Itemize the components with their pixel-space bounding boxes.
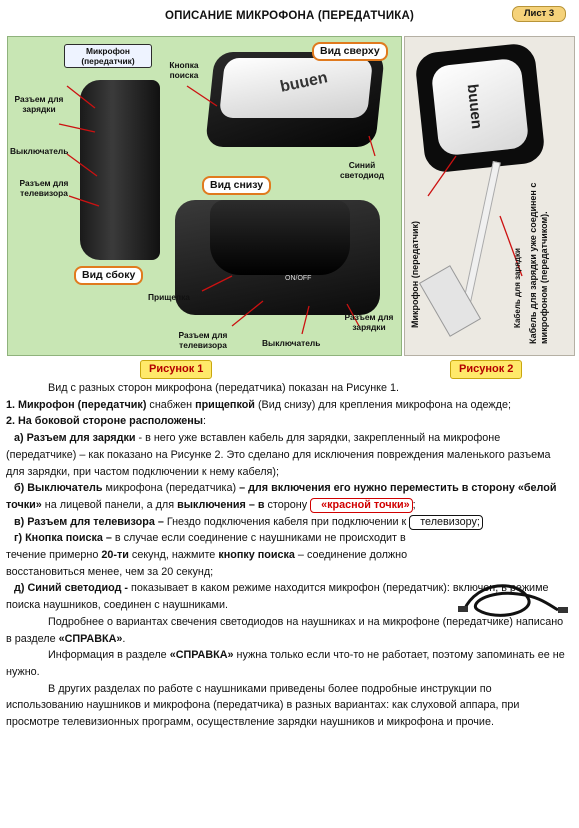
item-g: г) Кнопка поиска – в случае если соединение с наушниками не происходит в течение примерно 20-ти секунд, нажмите кнопку поиска – соединение должно восстановиться менее, чем за 20 секунд;	[6, 532, 408, 578]
red-dot-tag: «красной точки»	[310, 498, 413, 513]
body-text	[6, 380, 566, 731]
label-view-top: Вид сверху	[312, 42, 388, 61]
pointer-clip	[202, 276, 232, 291]
pointer-charge-port	[59, 124, 95, 132]
label-switch: Выключатель	[10, 146, 69, 156]
audio-cable-image	[458, 570, 570, 630]
label-charge-bottom: Разъем для зарядки	[344, 312, 394, 332]
item-a: а) Разъем для зарядки - в него уже вставлен кабель для зарядки, закрепленный на микрофоне (передатчике) – как показано на Рисунке 2. Это сделано для исключения повреждения маленького разъема для зарядки, при частом подключении к нему кабеля);	[6, 432, 551, 478]
pointer-switch	[67, 154, 97, 176]
label-photo-cable-connected: Кабель для зарядки уже соединен с микрофоном (передатчиком).	[528, 182, 549, 344]
sheet-badge: Лист 3	[512, 6, 566, 22]
onoff-marking: ON/OFF	[285, 275, 312, 282]
label-mic: Микрофон (передатчик)	[64, 44, 152, 68]
pointer-photo-mic	[428, 156, 456, 196]
final-paragraph: В других разделах по работе с наушниками приведены более подробные инструкции по использованию наушников и микрофона (передатчика) в разных вариантах: как слуховой аппара, при просмотре телевизионных программ, осуществление зарядки наушников и микрофона и прочие.	[6, 682, 520, 729]
pointer-search	[187, 86, 217, 106]
label-clip: Прищепка	[148, 292, 190, 302]
figure-1-caption: Рисунок 1	[140, 360, 212, 379]
label-charge-port: Разъем для зарядки	[14, 94, 64, 114]
item-b: б) Выключатель микрофона (передатчика) – для включения его нужно переместить в сторону «белой точки» на лицевой панели, а для выключения – в сторону «красной точки» ;	[6, 482, 557, 511]
label-photo-mic: Микрофон (передатчик)	[410, 220, 420, 328]
figure-2-caption: Рисунок 2	[450, 360, 522, 379]
label-blue-led: Синий светодиод	[339, 160, 385, 180]
info-paragraph: Информация в разделе «СПРАВКА» нужна только если что-то не работает, поэтому запоминать ее не нужно.	[6, 649, 565, 678]
label-view-side: Вид сбоку	[74, 266, 143, 285]
more-paragraph: Подробнее о вариантах свечения светодиодов на наушниках и на микрофоне (передатчике) написано в разделе «СПРАВКА».	[6, 615, 564, 645]
label-view-bottom: Вид снизу	[202, 176, 271, 195]
pointer-led	[369, 136, 375, 156]
tv-tag: телевизору;	[409, 515, 483, 530]
item-d: д) Синий светодиод - показывает в каком режиме находится микрофон (передатчик): включен, в режиме поиска наушников, соединен с наушниками.	[6, 582, 549, 612]
brand-logo-photo: buuen	[463, 83, 486, 130]
item-2: 2. На боковой стороне расположены:	[6, 415, 206, 428]
intro-paragraph: Вид с разных сторон микрофона (передатчика) показан на Рисунке 1.	[48, 382, 400, 394]
label-photo-cable: Кабель для зарядки	[513, 248, 522, 328]
pointer-tv-bottom	[232, 301, 263, 326]
page-title: ОПИСАНИЕ МИКРОФОНА (ПЕРЕДАТЧИКА)	[164, 10, 415, 22]
label-tv-port: Разъем для телевизора	[19, 178, 69, 198]
label-switch-bottom: Выключатель	[262, 338, 321, 348]
label-tv-port-bottom: Разъем для телевизора	[178, 330, 228, 350]
pointer-switch-bottom	[302, 306, 309, 334]
item-v: в) Разъем для телевизора – Гнездо подключения кабеля при подключении к телевизору;	[6, 514, 566, 531]
item-1: 1. Микрофон (передатчик) снабжен прищепкой (Вид снизу) для крепления микрофона на одежде;	[6, 398, 511, 411]
brand-logo-top: buuen	[278, 69, 330, 96]
pointer-mic	[67, 86, 95, 108]
label-search-button: Кнопка поиска	[169, 60, 199, 80]
